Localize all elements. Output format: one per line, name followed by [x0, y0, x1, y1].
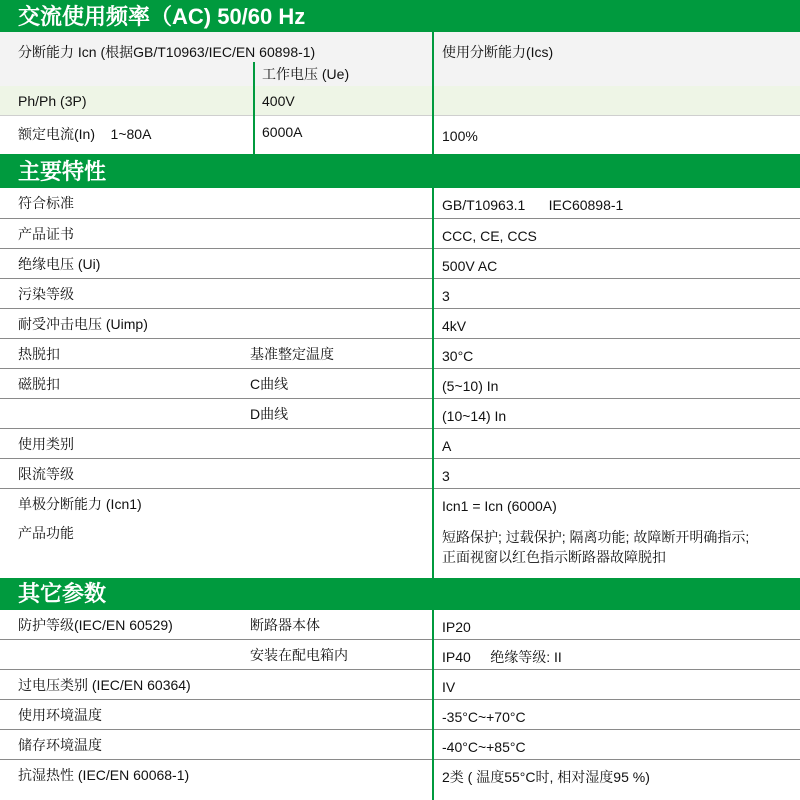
- function-label: 产品功能: [18, 525, 74, 541]
- row-c1: 符合标准: [18, 195, 74, 211]
- table-row: [0, 399, 800, 429]
- section-title-ac-text: 交流使用频率（AC) 50/60 Hz: [18, 4, 306, 29]
- row-c3: (5~10) In: [442, 378, 499, 394]
- row-c1: 额定电流(In) 1~80A: [18, 126, 152, 142]
- row-c1: 使用类别: [18, 436, 74, 452]
- row-c2: D曲线: [250, 406, 289, 422]
- table-row: [0, 670, 800, 700]
- row-c3: GB/T10963.1 IEC60898-1: [442, 197, 624, 213]
- row-c2: 基准整定温度: [250, 346, 334, 362]
- row-c1: 过电压类别 (IEC/EN 60364): [18, 677, 191, 693]
- row-c3: 100%: [442, 128, 478, 144]
- header-right: 使用分断能力(Ics): [442, 44, 554, 60]
- header-left: 分断能力 Icn (根据GB/T10963/IEC/EN 60898-1): [18, 44, 316, 60]
- breaking-capacity-header: [0, 32, 800, 86]
- row-c3: -40°C~+85°C: [442, 739, 526, 755]
- table-row: [0, 760, 800, 800]
- row-c1: 磁脱扣: [18, 376, 60, 392]
- table-row: [0, 610, 800, 640]
- table-row: [0, 309, 800, 339]
- row-c2: C曲线: [250, 376, 289, 392]
- table-row: [0, 339, 800, 369]
- table-row: [0, 86, 800, 116]
- row-c1: 抗湿热性 (IEC/EN 60068-1): [18, 767, 190, 783]
- row-c1: 产品证书: [18, 226, 74, 242]
- row-c1: 污染等级: [18, 286, 74, 302]
- other-params-table: [0, 610, 800, 800]
- row-c1: 储存环境温度: [18, 737, 102, 753]
- row-c3: CCC, CE, CCS: [442, 228, 537, 244]
- row-c2: 6000A: [262, 124, 303, 140]
- table-row: [0, 640, 800, 670]
- row-c3: (10~14) In: [442, 408, 507, 424]
- row-c3: 30°C: [442, 348, 474, 364]
- row-c3: 3: [442, 288, 450, 304]
- row-c1: 耐受冲击电压 (Uimp): [18, 316, 148, 332]
- row-c1: Ph/Ph (3P): [18, 93, 87, 109]
- table-row: [0, 429, 800, 459]
- row-c2: 安装在配电箱内: [250, 647, 348, 663]
- divider: [432, 32, 434, 154]
- row-c2: 400V: [262, 93, 295, 109]
- row-c1: 使用环境温度: [18, 707, 102, 723]
- main-features-table: [0, 188, 800, 578]
- divider: [253, 62, 255, 154]
- row-c3: Icn1 = Icn (6000A): [442, 498, 557, 514]
- table-row: [0, 188, 800, 219]
- product-function-row: [0, 519, 800, 578]
- row-c3: 3: [442, 468, 450, 484]
- row-c1: 防护等级(IEC/EN 60529): [18, 617, 173, 633]
- row-c1: 热脱扣: [18, 346, 60, 362]
- header-sub: 工作电压 (Ue): [262, 66, 350, 82]
- row-c1: 限流等级: [18, 466, 74, 482]
- section-title-main-text: 主要特性: [18, 159, 107, 184]
- section-title-other: [0, 578, 800, 610]
- row-c1: 单极分断能力 (Icn1): [18, 496, 142, 512]
- table-row: [0, 116, 800, 154]
- row-c3: IP20: [442, 619, 471, 635]
- row-c3: IV: [442, 679, 456, 695]
- row-c3: 500V AC: [442, 258, 498, 274]
- row-c1: 绝缘电压 (Ui): [18, 256, 101, 272]
- row-c3: IP40 绝缘等级: II: [442, 649, 562, 665]
- table-row: [0, 279, 800, 309]
- table-row: [0, 249, 800, 279]
- section-title-ac: [0, 0, 800, 32]
- divider: [432, 188, 434, 578]
- table-row: [0, 730, 800, 760]
- row-c3: A: [442, 438, 452, 454]
- row-c3: 4kV: [442, 318, 467, 334]
- row-c3: 2类 ( 温度55°C时, 相对湿度95 %): [442, 769, 650, 785]
- table-row: [0, 700, 800, 730]
- function-line-2: 正面视窗以红色指示断路器故障脱扣: [442, 549, 666, 565]
- row-c2: 断路器本体: [250, 617, 320, 633]
- table-row: [0, 459, 800, 489]
- table-row: [0, 369, 800, 399]
- table-row: [0, 219, 800, 249]
- function-line-1: 短路保护; 过载保护; 隔离功能; 故障断开明确指示;: [442, 529, 750, 545]
- divider: [432, 610, 434, 800]
- section-title-other-text: 其它参数: [18, 581, 107, 606]
- row-c3: -35°C~+70°C: [442, 709, 526, 725]
- section-title-main: [0, 154, 800, 188]
- table-row: [0, 489, 800, 519]
